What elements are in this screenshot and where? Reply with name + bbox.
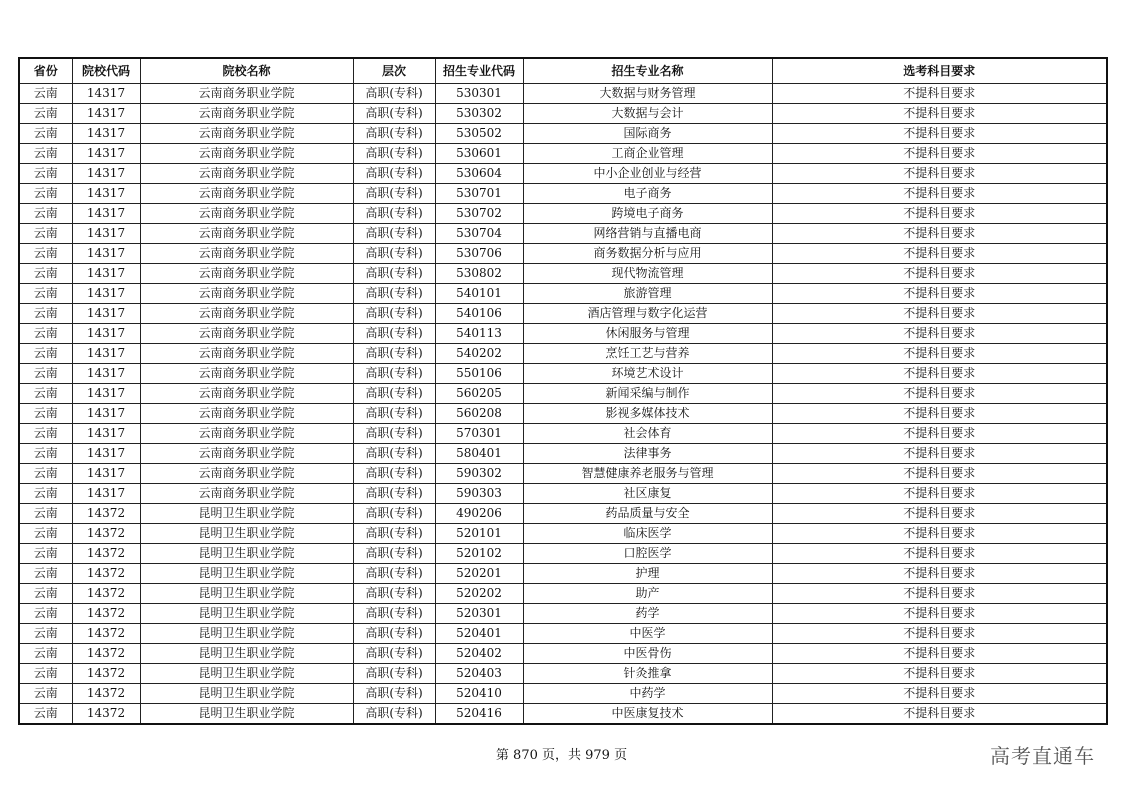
cell-subject-requirement: 不提科目要求 <box>772 644 1107 664</box>
cell-province: 云南 <box>19 524 72 544</box>
cell-major-name: 中药学 <box>523 684 772 704</box>
table-row <box>19 84 1107 104</box>
table-row <box>19 564 1107 584</box>
table-row <box>19 664 1107 684</box>
cell-province: 云南 <box>19 564 72 584</box>
cell-school-code: 14317 <box>72 464 140 484</box>
header-province: 省份 <box>19 58 72 84</box>
cell-school-code: 14317 <box>72 244 140 264</box>
cell-major-code: 530706 <box>435 244 523 264</box>
cell-province: 云南 <box>19 444 72 464</box>
page-number: 第 870 页，共 979 页 <box>495 748 628 763</box>
cell-subject-requirement: 不提科目要求 <box>772 404 1107 424</box>
cell-major-name: 社会体育 <box>523 424 772 444</box>
cell-school-code: 14317 <box>72 284 140 304</box>
cell-major-name: 中医骨伤 <box>523 644 772 664</box>
cell-major-name: 工商企业管理 <box>523 144 772 164</box>
cell-level: 高职(专科) <box>353 464 435 484</box>
cell-subject-requirement: 不提科目要求 <box>772 424 1107 444</box>
table-row <box>19 504 1107 524</box>
header-major-code: 招生专业代码 <box>435 58 523 84</box>
cell-province: 云南 <box>19 584 72 604</box>
cell-level: 高职(专科) <box>353 264 435 284</box>
cell-subject-requirement: 不提科目要求 <box>772 464 1107 484</box>
cell-school-code: 14317 <box>72 444 140 464</box>
cell-level: 高职(专科) <box>353 424 435 444</box>
cell-major-code: 520101 <box>435 524 523 544</box>
cell-school-code: 14372 <box>72 544 140 564</box>
cell-school-name: 云南商务职业学院 <box>140 204 353 224</box>
cell-school-name: 云南商务职业学院 <box>140 424 353 444</box>
cell-school-name: 昆明卫生职业学院 <box>140 564 353 584</box>
cell-school-name: 云南商务职业学院 <box>140 364 353 384</box>
table-row <box>19 424 1107 444</box>
cell-subject-requirement: 不提科目要求 <box>772 624 1107 644</box>
cell-level: 高职(专科) <box>353 204 435 224</box>
cell-major-name: 电子商务 <box>523 184 772 204</box>
cell-province: 云南 <box>19 544 72 564</box>
cell-subject-requirement: 不提科目要求 <box>772 284 1107 304</box>
table-body <box>19 84 1107 725</box>
cell-major-code: 530702 <box>435 204 523 224</box>
cell-major-code: 520402 <box>435 644 523 664</box>
cell-major-name: 针灸推拿 <box>523 664 772 684</box>
cell-major-name: 影视多媒体技术 <box>523 404 772 424</box>
cell-subject-requirement: 不提科目要求 <box>772 684 1107 704</box>
cell-major-name: 法律事务 <box>523 444 772 464</box>
table-row <box>19 184 1107 204</box>
cell-major-code: 520416 <box>435 704 523 725</box>
cell-province: 云南 <box>19 364 72 384</box>
cell-province: 云南 <box>19 184 72 204</box>
cell-major-name: 酒店管理与数字化运营 <box>523 304 772 324</box>
cell-school-code: 14372 <box>72 524 140 544</box>
cell-level: 高职(专科) <box>353 544 435 564</box>
cell-province: 云南 <box>19 224 72 244</box>
cell-school-code: 14317 <box>72 104 140 124</box>
cell-major-code: 560208 <box>435 404 523 424</box>
cell-subject-requirement: 不提科目要求 <box>772 204 1107 224</box>
cell-province: 云南 <box>19 684 72 704</box>
table-row <box>19 404 1107 424</box>
cell-major-name: 跨境电子商务 <box>523 204 772 224</box>
cell-major-name: 药品质量与安全 <box>523 504 772 524</box>
cell-school-code: 14317 <box>72 84 140 104</box>
cell-major-code: 590303 <box>435 484 523 504</box>
cell-subject-requirement: 不提科目要求 <box>772 184 1107 204</box>
cell-school-name: 云南商务职业学院 <box>140 264 353 284</box>
cell-major-name: 大数据与财务管理 <box>523 84 772 104</box>
cell-major-code: 540113 <box>435 324 523 344</box>
cell-province: 云南 <box>19 424 72 444</box>
cell-school-code: 14317 <box>72 364 140 384</box>
cell-province: 云南 <box>19 624 72 644</box>
cell-school-name: 昆明卫生职业学院 <box>140 504 353 524</box>
table-row <box>19 604 1107 624</box>
cell-subject-requirement: 不提科目要求 <box>772 144 1107 164</box>
cell-school-code: 14317 <box>72 484 140 504</box>
cell-major-name: 助产 <box>523 584 772 604</box>
table-row <box>19 484 1107 504</box>
cell-school-name: 云南商务职业学院 <box>140 284 353 304</box>
cell-school-name: 昆明卫生职业学院 <box>140 664 353 684</box>
table-row <box>19 644 1107 664</box>
cell-subject-requirement: 不提科目要求 <box>772 304 1107 324</box>
cell-level: 高职(专科) <box>353 684 435 704</box>
cell-level: 高职(专科) <box>353 284 435 304</box>
table-row <box>19 524 1107 544</box>
cell-major-name: 中医学 <box>523 624 772 644</box>
cell-level: 高职(专科) <box>353 644 435 664</box>
table-row <box>19 164 1107 184</box>
cell-school-code: 14317 <box>72 124 140 144</box>
cell-province: 云南 <box>19 244 72 264</box>
cell-major-code: 530302 <box>435 104 523 124</box>
cell-school-name: 云南商务职业学院 <box>140 484 353 504</box>
cell-school-code: 14372 <box>72 564 140 584</box>
cell-province: 云南 <box>19 384 72 404</box>
cell-major-name: 口腔医学 <box>523 544 772 564</box>
table-row <box>19 684 1107 704</box>
cell-major-name: 现代物流管理 <box>523 264 772 284</box>
table-row <box>19 124 1107 144</box>
cell-major-code: 520202 <box>435 584 523 604</box>
table-row <box>19 584 1107 604</box>
cell-subject-requirement: 不提科目要求 <box>772 544 1107 564</box>
cell-school-code: 14372 <box>72 704 140 725</box>
cell-school-name: 昆明卫生职业学院 <box>140 604 353 624</box>
cell-subject-requirement: 不提科目要求 <box>772 384 1107 404</box>
cell-school-name: 云南商务职业学院 <box>140 184 353 204</box>
cell-subject-requirement: 不提科目要求 <box>772 244 1107 264</box>
cell-major-name: 烹饪工艺与营养 <box>523 344 772 364</box>
cell-school-name: 云南商务职业学院 <box>140 84 353 104</box>
cell-school-code: 14317 <box>72 304 140 324</box>
cell-province: 云南 <box>19 344 72 364</box>
cell-subject-requirement: 不提科目要求 <box>772 224 1107 244</box>
cell-school-code: 14372 <box>72 584 140 604</box>
cell-major-name: 社区康复 <box>523 484 772 504</box>
cell-level: 高职(专科) <box>353 224 435 244</box>
cell-level: 高职(专科) <box>353 564 435 584</box>
header-school-code: 院校代码 <box>72 58 140 84</box>
cell-level: 高职(专科) <box>353 124 435 144</box>
cell-subject-requirement: 不提科目要求 <box>772 704 1107 725</box>
cell-level: 高职(专科) <box>353 344 435 364</box>
cell-major-name: 商务数据分析与应用 <box>523 244 772 264</box>
cell-level: 高职(专科) <box>353 304 435 324</box>
cell-level: 高职(专科) <box>353 404 435 424</box>
cell-province: 云南 <box>19 264 72 284</box>
cell-school-name: 云南商务职业学院 <box>140 344 353 364</box>
cell-level: 高职(专科) <box>353 104 435 124</box>
cell-province: 云南 <box>19 164 72 184</box>
cell-province: 云南 <box>19 304 72 324</box>
cell-school-name: 昆明卫生职业学院 <box>140 544 353 564</box>
cell-school-name: 云南商务职业学院 <box>140 324 353 344</box>
table-row <box>19 444 1107 464</box>
cell-province: 云南 <box>19 464 72 484</box>
cell-province: 云南 <box>19 504 72 524</box>
cell-school-name: 云南商务职业学院 <box>140 144 353 164</box>
cell-major-code: 550106 <box>435 364 523 384</box>
cell-major-code: 540106 <box>435 304 523 324</box>
cell-major-code: 530601 <box>435 144 523 164</box>
cell-major-code: 560205 <box>435 384 523 404</box>
cell-major-name: 中小企业创业与经营 <box>523 164 772 184</box>
cell-school-code: 14372 <box>72 664 140 684</box>
table-row <box>19 544 1107 564</box>
header-row <box>19 58 1107 84</box>
table-row <box>19 624 1107 644</box>
cell-level: 高职(专科) <box>353 584 435 604</box>
table-row <box>19 384 1107 404</box>
cell-school-code: 14372 <box>72 504 140 524</box>
cell-major-name: 临床医学 <box>523 524 772 544</box>
cell-school-name: 昆明卫生职业学院 <box>140 584 353 604</box>
cell-school-code: 14317 <box>72 324 140 344</box>
cell-major-name: 大数据与会计 <box>523 104 772 124</box>
cell-school-name: 昆明卫生职业学院 <box>140 644 353 664</box>
table-row <box>19 284 1107 304</box>
cell-major-code: 540202 <box>435 344 523 364</box>
cell-major-name: 旅游管理 <box>523 284 772 304</box>
header-level: 层次 <box>353 58 435 84</box>
table-row <box>19 364 1107 384</box>
cell-major-name: 网络营销与直播电商 <box>523 224 772 244</box>
cell-subject-requirement: 不提科目要求 <box>772 584 1107 604</box>
cell-subject-requirement: 不提科目要求 <box>772 564 1107 584</box>
cell-subject-requirement: 不提科目要求 <box>772 84 1107 104</box>
cell-province: 云南 <box>19 144 72 164</box>
table-row <box>19 304 1107 324</box>
cell-school-code: 14317 <box>72 144 140 164</box>
cell-province: 云南 <box>19 204 72 224</box>
table-row <box>19 264 1107 284</box>
cell-major-name: 国际商务 <box>523 124 772 144</box>
cell-major-code: 530502 <box>435 124 523 144</box>
table-row <box>19 464 1107 484</box>
cell-school-code: 14372 <box>72 604 140 624</box>
header-school-name: 院校名称 <box>140 58 353 84</box>
cell-major-name: 新闻采编与制作 <box>523 384 772 404</box>
cell-level: 高职(专科) <box>353 624 435 644</box>
cell-level: 高职(专科) <box>353 84 435 104</box>
cell-school-name: 云南商务职业学院 <box>140 444 353 464</box>
cell-level: 高职(专科) <box>353 524 435 544</box>
cell-school-name: 昆明卫生职业学院 <box>140 704 353 725</box>
cell-level: 高职(专科) <box>353 444 435 464</box>
cell-major-code: 520301 <box>435 604 523 624</box>
cell-school-code: 14372 <box>72 644 140 664</box>
cell-school-code: 14317 <box>72 404 140 424</box>
cell-level: 高职(专科) <box>353 184 435 204</box>
cell-subject-requirement: 不提科目要求 <box>772 104 1107 124</box>
cell-province: 云南 <box>19 124 72 144</box>
cell-subject-requirement: 不提科目要求 <box>772 444 1107 464</box>
table-header <box>19 58 1107 84</box>
cell-school-name: 云南商务职业学院 <box>140 304 353 324</box>
cell-subject-requirement: 不提科目要求 <box>772 664 1107 684</box>
cell-school-name: 云南商务职业学院 <box>140 464 353 484</box>
table-row <box>19 224 1107 244</box>
cell-major-name: 智慧健康养老服务与管理 <box>523 464 772 484</box>
cell-province: 云南 <box>19 704 72 725</box>
cell-school-name: 云南商务职业学院 <box>140 404 353 424</box>
cell-province: 云南 <box>19 324 72 344</box>
table-row <box>19 324 1107 344</box>
table-row <box>19 104 1107 124</box>
cell-major-code: 530802 <box>435 264 523 284</box>
cell-level: 高职(专科) <box>353 244 435 264</box>
cell-school-name: 昆明卫生职业学院 <box>140 684 353 704</box>
cell-school-name: 云南商务职业学院 <box>140 104 353 124</box>
cell-province: 云南 <box>19 404 72 424</box>
cell-major-code: 530704 <box>435 224 523 244</box>
cell-major-code: 590302 <box>435 464 523 484</box>
cell-major-name: 护理 <box>523 564 772 584</box>
cell-level: 高职(专科) <box>353 704 435 725</box>
table-row <box>19 344 1107 364</box>
enrollment-table <box>18 57 1108 725</box>
cell-subject-requirement: 不提科目要求 <box>772 484 1107 504</box>
cell-level: 高职(专科) <box>353 164 435 184</box>
header-subject-requirement: 选考科目要求 <box>772 58 1107 84</box>
table-row <box>19 704 1107 725</box>
cell-school-code: 14372 <box>72 624 140 644</box>
cell-school-name: 昆明卫生职业学院 <box>140 524 353 544</box>
cell-subject-requirement: 不提科目要求 <box>772 504 1107 524</box>
header-major-name: 招生专业名称 <box>523 58 772 84</box>
cell-province: 云南 <box>19 104 72 124</box>
cell-major-code: 570301 <box>435 424 523 444</box>
cell-major-code: 580401 <box>435 444 523 464</box>
cell-school-code: 14317 <box>72 344 140 364</box>
cell-major-code: 540101 <box>435 284 523 304</box>
cell-major-code: 520201 <box>435 564 523 584</box>
cell-level: 高职(专科) <box>353 484 435 504</box>
cell-level: 高职(专科) <box>353 144 435 164</box>
cell-subject-requirement: 不提科目要求 <box>772 324 1107 344</box>
cell-school-name: 云南商务职业学院 <box>140 224 353 244</box>
cell-major-code: 490206 <box>435 504 523 524</box>
watermark: 高考直通车 <box>990 744 1095 768</box>
cell-major-code: 520102 <box>435 544 523 564</box>
cell-province: 云南 <box>19 484 72 504</box>
cell-province: 云南 <box>19 664 72 684</box>
cell-level: 高职(专科) <box>353 384 435 404</box>
table-row <box>19 244 1107 264</box>
cell-school-code: 14317 <box>72 224 140 244</box>
cell-major-code: 530301 <box>435 84 523 104</box>
cell-school-code: 14317 <box>72 164 140 184</box>
cell-major-code: 520401 <box>435 624 523 644</box>
cell-major-code: 520410 <box>435 684 523 704</box>
cell-subject-requirement: 不提科目要求 <box>772 604 1107 624</box>
cell-school-code: 14372 <box>72 684 140 704</box>
cell-level: 高职(专科) <box>353 604 435 624</box>
cell-subject-requirement: 不提科目要求 <box>772 344 1107 364</box>
cell-subject-requirement: 不提科目要求 <box>772 364 1107 384</box>
cell-subject-requirement: 不提科目要求 <box>772 124 1107 144</box>
cell-major-name: 中医康复技术 <box>523 704 772 725</box>
table-row <box>19 204 1107 224</box>
cell-major-code: 530604 <box>435 164 523 184</box>
cell-level: 高职(专科) <box>353 364 435 384</box>
cell-major-name: 药学 <box>523 604 772 624</box>
cell-subject-requirement: 不提科目要求 <box>772 164 1107 184</box>
cell-subject-requirement: 不提科目要求 <box>772 264 1107 284</box>
cell-major-name: 休闲服务与管理 <box>523 324 772 344</box>
cell-school-code: 14317 <box>72 184 140 204</box>
cell-province: 云南 <box>19 644 72 664</box>
cell-province: 云南 <box>19 604 72 624</box>
cell-major-name: 环境艺术设计 <box>523 364 772 384</box>
cell-school-name: 云南商务职业学院 <box>140 244 353 264</box>
cell-level: 高职(专科) <box>353 504 435 524</box>
cell-school-name: 云南商务职业学院 <box>140 164 353 184</box>
cell-major-code: 520403 <box>435 664 523 684</box>
cell-school-name: 昆明卫生职业学院 <box>140 624 353 644</box>
cell-school-code: 14317 <box>72 424 140 444</box>
cell-school-name: 云南商务职业学院 <box>140 124 353 144</box>
cell-subject-requirement: 不提科目要求 <box>772 524 1107 544</box>
cell-province: 云南 <box>19 284 72 304</box>
cell-level: 高职(专科) <box>353 664 435 684</box>
cell-school-code: 14317 <box>72 384 140 404</box>
cell-level: 高职(专科) <box>353 324 435 344</box>
cell-major-code: 530701 <box>435 184 523 204</box>
table-row <box>19 144 1107 164</box>
cell-school-name: 云南商务职业学院 <box>140 384 353 404</box>
cell-school-code: 14317 <box>72 204 140 224</box>
cell-province: 云南 <box>19 84 72 104</box>
cell-school-code: 14317 <box>72 264 140 284</box>
